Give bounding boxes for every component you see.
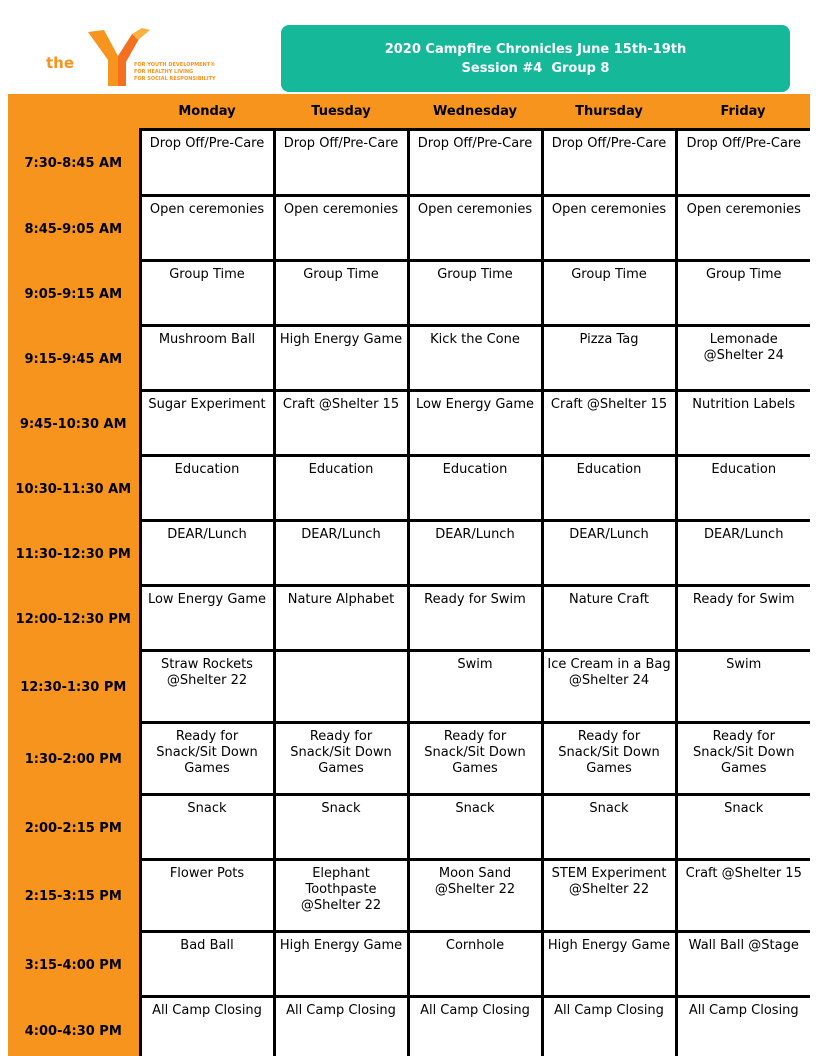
time-slot: 9:15-9:45 AM — [24, 351, 123, 367]
time-slot: 11:30-12:30 PM — [15, 546, 131, 562]
activity-cell: Low Energy Game — [408, 391, 542, 456]
activity-cell: Drop Off/Pre-Care — [408, 130, 542, 196]
day-header-tuesday: Tuesday — [311, 103, 371, 119]
activity-cell: Flower Pots — [140, 860, 274, 932]
activity-cell: Drop Off/Pre-Care — [140, 130, 274, 196]
schedule-grid — [8, 94, 810, 1056]
activity-cell: Education — [542, 456, 676, 521]
activity-cell: Group Time — [542, 261, 676, 326]
activity-cell: Moon Sand @Shelter 22 — [408, 860, 542, 932]
logo-tagline: FOR YOUTH DEVELOPMENT® FOR HEALTHY LIVING FOR SOCIAL RESPONSIBILITY — [134, 62, 216, 82]
schedule-row — [8, 586, 810, 651]
activity-cell: Ready for Snack/Sit Down Games — [408, 723, 542, 795]
activity-cell: Group Time — [274, 261, 408, 326]
activity-cell: Snack — [140, 795, 274, 860]
day-header-wednesday: Wednesday — [433, 103, 517, 119]
time-slot: 3:15-4:00 PM — [24, 957, 122, 973]
activity-cell: Lemonade @Shelter 24 — [676, 326, 810, 391]
activity-cell: Drop Off/Pre-Care — [274, 130, 408, 196]
schedule-row — [8, 391, 810, 456]
activity-cell: Snack — [676, 795, 810, 860]
schedule-row — [8, 795, 810, 860]
activity-cell: Wall Ball @Stage — [676, 932, 810, 997]
activity-cell: Ice Cream in a Bag @Shelter 24 — [542, 651, 676, 723]
schedule-row — [8, 196, 810, 261]
activity-cell: Swim — [408, 651, 542, 723]
activity-cell: Bad Ball — [140, 932, 274, 997]
activity-cell: DEAR/Lunch — [408, 521, 542, 586]
activity-cell: High Energy Game — [542, 932, 676, 997]
time-slot: 9:45-10:30 AM — [19, 416, 127, 432]
activity-cell: Low Energy Game — [140, 586, 274, 651]
time-slot: 7:30-8:45 AM — [24, 156, 123, 171]
activity-cell: Straw Rockets @Shelter 22 — [140, 651, 274, 723]
schedule-row — [8, 997, 810, 1056]
activity-cell: Mushroom Ball — [140, 326, 274, 391]
activity-cell: Elephant Toothpaste @Shelter 22 — [274, 860, 408, 932]
schedule-row — [8, 130, 810, 196]
activity-cell: Kick the Cone — [408, 326, 542, 391]
schedule-row — [8, 326, 810, 391]
schedule-row — [8, 651, 810, 723]
corner-cell — [8, 94, 140, 130]
day-header-friday: Friday — [720, 103, 766, 119]
activity-cell: Ready for Snack/Sit Down Games — [676, 723, 810, 795]
activity-cell: DEAR/Lunch — [274, 521, 408, 586]
activity-cell: Drop Off/Pre-Care — [542, 130, 676, 196]
activity-cell: All Camp Closing — [542, 997, 676, 1056]
time-slot: 12:30-1:30 PM — [20, 680, 127, 695]
activity-cell: Nutrition Labels — [676, 391, 810, 456]
activity-cell: DEAR/Lunch — [140, 521, 274, 586]
activity-cell — [274, 651, 408, 723]
time-slot: 9:05-9:15 AM — [24, 286, 123, 302]
activity-cell: Craft @Shelter 15 — [542, 391, 676, 456]
day-header-thursday: Thursday — [575, 103, 643, 119]
activity-cell: Ready for Snack/Sit Down Games — [542, 723, 676, 795]
activity-cell: Open ceremonies — [676, 196, 810, 261]
activity-cell: All Camp Closing — [408, 997, 542, 1056]
logo-wordmark: the — [46, 54, 75, 72]
activity-cell: Education — [408, 456, 542, 521]
schedule-row — [8, 932, 810, 997]
schedule-row — [8, 261, 810, 326]
day-header-monday: Monday — [178, 103, 236, 119]
title-line-2: Session #4 Group 8 — [461, 60, 610, 76]
activity-cell: Ready for Snack/Sit Down Games — [274, 723, 408, 795]
activity-cell: All Camp Closing — [676, 997, 810, 1056]
activity-cell: DEAR/Lunch — [542, 521, 676, 586]
activity-cell: All Camp Closing — [274, 997, 408, 1056]
activity-cell: Cornhole — [408, 932, 542, 997]
schedule-row — [8, 521, 810, 586]
activity-cell: Craft @Shelter 15 — [676, 860, 810, 932]
activity-cell: Ready for Swim — [676, 586, 810, 651]
activity-cell: Nature Alphabet — [274, 586, 408, 651]
activity-cell: Group Time — [676, 261, 810, 326]
activity-cell: Snack — [542, 795, 676, 860]
title-banner — [281, 25, 790, 92]
activity-cell: DEAR/Lunch — [676, 521, 810, 586]
activity-cell: Craft @Shelter 15 — [274, 391, 408, 456]
schedule-row — [8, 860, 810, 932]
time-slot: 4:00-4:30 PM — [24, 1024, 122, 1039]
activity-cell: Snack — [274, 795, 408, 860]
time-slot: 8:45-9:05 AM — [24, 221, 123, 237]
title-line-1: 2020 Campfire Chronicles June 15th-19th — [384, 41, 687, 57]
activity-cell: Swim — [676, 651, 810, 723]
activity-cell: All Camp Closing — [140, 997, 274, 1056]
activity-cell: Ready for Snack/Sit Down Games — [140, 723, 274, 795]
time-slot: 2:15-3:15 PM — [24, 889, 122, 904]
schedule-row — [8, 723, 810, 795]
activity-cell: High Energy Game — [274, 932, 408, 997]
activity-cell: Sugar Experiment — [140, 391, 274, 456]
activity-cell: STEM Experiment @Shelter 22 — [542, 860, 676, 932]
activity-cell: Ready for Swim — [408, 586, 542, 651]
schedule-table — [8, 94, 810, 1056]
day-header-row — [8, 94, 810, 130]
activity-cell: Open ceremonies — [274, 196, 408, 261]
activity-cell: Open ceremonies — [140, 196, 274, 261]
activity-cell: Nature Craft — [542, 586, 676, 651]
activity-cell: Group Time — [408, 261, 542, 326]
time-slot: 10:30-11:30 AM — [15, 481, 132, 497]
activity-cell: Education — [676, 456, 810, 521]
time-slot: 12:00-12:30 PM — [15, 611, 131, 627]
activity-cell: Education — [140, 456, 274, 521]
activity-cell: Open ceremonies — [408, 196, 542, 261]
activity-cell: Education — [274, 456, 408, 521]
time-slot: 2:00-2:15 PM — [24, 820, 122, 836]
schedule-row — [8, 456, 810, 521]
time-slot: 1:30-2:00 PM — [24, 752, 122, 767]
activity-cell: Drop Off/Pre-Care — [676, 130, 810, 196]
activity-cell: Snack — [408, 795, 542, 860]
activity-cell: Open ceremonies — [542, 196, 676, 261]
activity-cell: Pizza Tag — [542, 326, 676, 391]
activity-cell: Group Time — [140, 261, 274, 326]
ymca-logo — [40, 28, 260, 90]
activity-cell: High Energy Game — [274, 326, 408, 391]
